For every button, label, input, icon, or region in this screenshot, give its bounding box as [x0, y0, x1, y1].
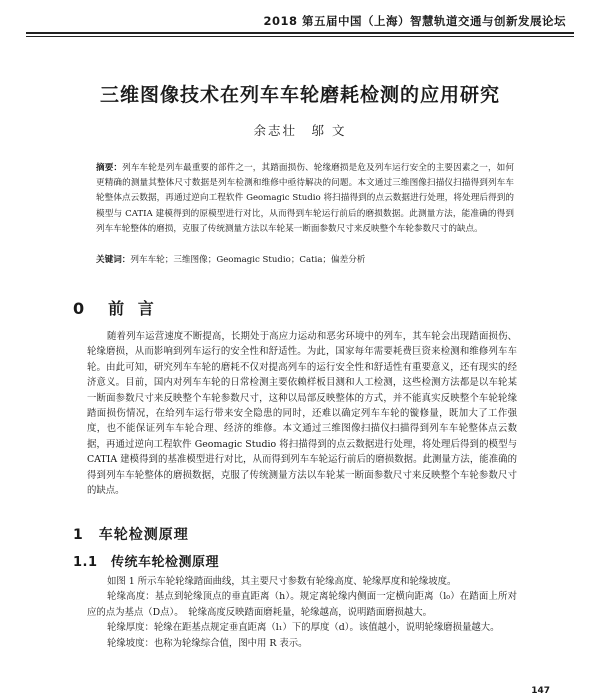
body-line: 如图 1 所示车轮轮缘踏面曲线，其主要尺寸参数有轮缘高度、轮缘厚度和轮缘坡度。 [107, 576, 457, 587]
abstract-text: 列车车轮是列车最重要的部件之一，其踏面损伤、轮缘磨损是危及列车运行安全的主要因素之一，如何更精确的测量其整体尺寸数据是列车检测和维修中亟待解决的问题。本文通过三维图像扫描仪扫描得到列车车轮整体点云数据，再通过逆向工程软件 Geomagic Studio 将扫描得到的点云数据进行处理，将处理后得到的模型与 CATIA 建模得到的原模型进行对比，从而得到车轮运行前后的磨损数据。此测量方法，能准确的得到列车车轮整体的磨损，克服了传统测量方法以车轮某一断面参数尺寸来反映整个车轮参数尺寸的缺点。 [96, 163, 514, 234]
keywords-text: 列车车轮；三维图像；Geomagic Studio；Catia；偏差分析 [130, 255, 366, 265]
abstract-label: 摘要： [96, 163, 123, 173]
abstract [96, 161, 514, 237]
paper-title: 三维图像技术在列车车轮磨耗检测的应用研究 [99, 84, 500, 106]
keywords-label: 关键词： [96, 255, 131, 265]
header-rule-thin [26, 36, 574, 37]
section-heading-wheel-detection: 1 车轮检测原理 [73, 527, 189, 543]
paper-authors: 余志壮 邬 文 [253, 123, 347, 138]
traditional-detection-text [87, 574, 517, 651]
body-line: 轮缘厚度：轮缘在距基点规定垂直距离（l₁）下的厚度（d）。该值越小，说明轮缘磨损量越大。 [107, 622, 500, 634]
section-heading-preface: 0 前 言 [73, 299, 158, 318]
body-line: 轮缘高度：基点到轮缘顶点的垂直距离（h）。规定离轮缘内侧面一定横向距离（l₀）在踏面上所对应的点为基点（D点）。 轮缘高度反映踏面磨耗量，轮缘越高，说明踏面磨损越大。 [87, 591, 517, 618]
body-line: 轮缘坡度：也称为轮缘综合值，图中用 R 表示。 [107, 637, 308, 649]
keywords [96, 253, 514, 267]
page-number: 147 [531, 686, 550, 696]
running-header: 2018 第五届中国（上海）智慧轨道交通与创新发展论坛 [263, 14, 566, 28]
preface-paragraph: 随着列车运营速度不断提高，长期处于高应力运动和恶劣环境中的列车，其车轮会出现踏面损伤、轮缘磨损，从而影响到列车运行的安全性和舒适性。为此，国家每年需要耗费巨资来检测和维修列车车轮。由此可知，研究列车车轮的磨耗不仅对提高列车的运行安全性和舒适性有重要意义，还有现实的经济意义。目前，国内对列车车轮的日常检测主要依赖样板目测和人工检测，这些检测方法都是以车轮某一断面参数尺寸来反映整个车轮参数尺寸，这种以局部反映整体的方式，并不能真实反映整个车轮轮缘踏面损伤情况，在给列车运行带来安全隐患的同时，还难以确定列车车轮的镟修量，既加大了工作强度，也不能保证列车车轮合理、经济的维修。本文通过三维图像扫描仪扫描得到列车车轮整体点云数据，再通过逆向工程软件 Geomagic Studio 将扫描得到的点云数据进行处理，将处理后得到的模型与 CATIA 建模得到的基准模型进行对比，从而得到列车车轮运行前后的磨损数据。此测量方法，能准确的得到列车车轮整体的磨损数据，克服了传统测量方法以车轮某一断面参数尺寸来反映整个车轮参数尺寸的缺点。 [87, 331, 517, 497]
subsection-heading-traditional: 1.1 传统车轮检测原理 [73, 555, 220, 570]
header-rule-thick [26, 32, 574, 34]
